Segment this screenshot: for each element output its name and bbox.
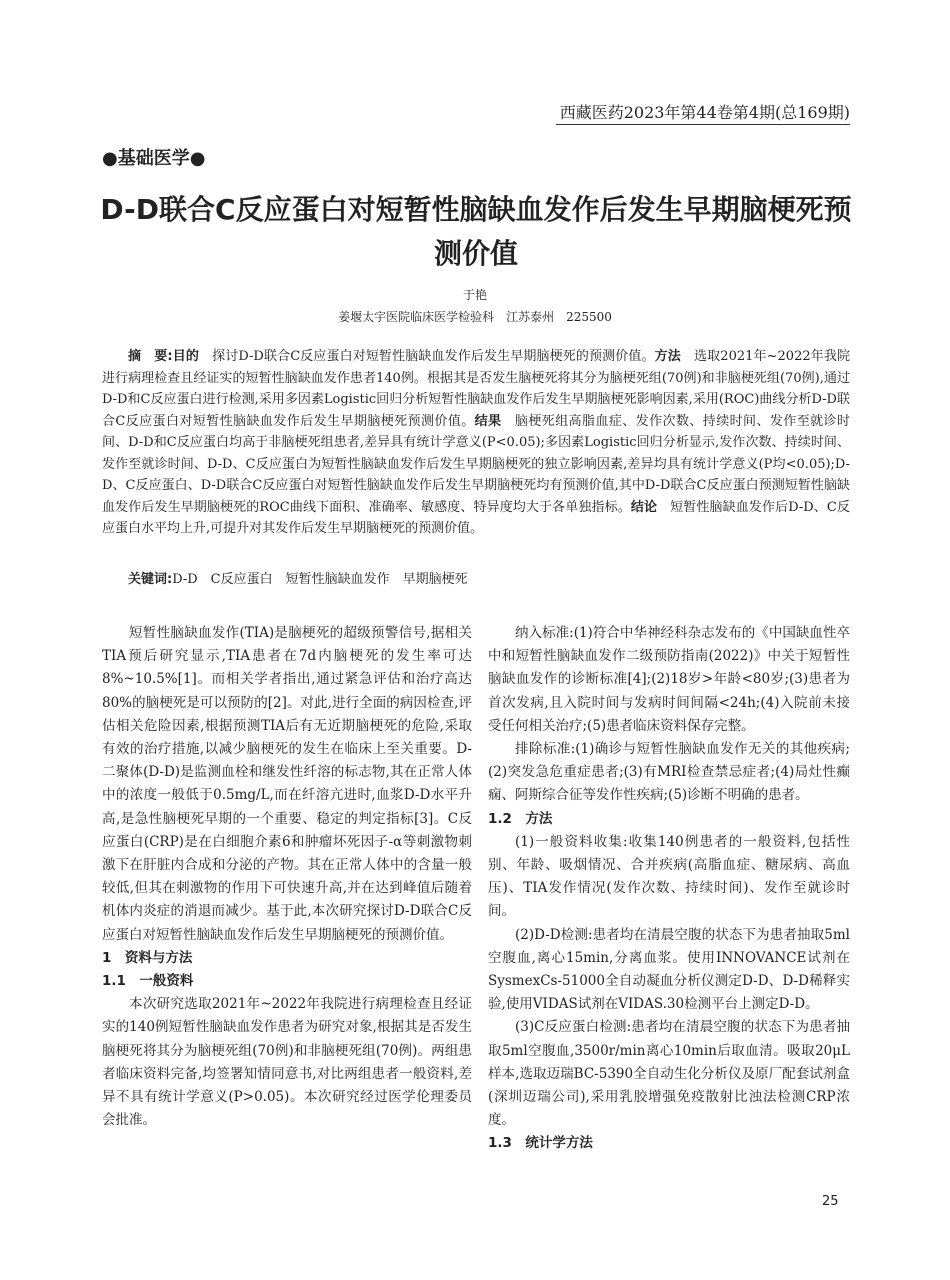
paper-title: D-D联合C反应蛋白对短暂性脑缺血发作后发生早期脑梗死预测价值 [100,193,852,270]
intro-paragraph: 短暂性脑缺血发作(TIA)是脑梗死的超级预警信号,据相关TIA预后研究显示,TIA患者在7d内脑梗死的发生率可达8%~10.5%[1]。而相关学者指出,通过紧急评估和治疗高达80%的脑梗死是可以预防的[2]。对此,进行全面的病因检查,评估相关危险因素,根据预测TIA后有无近期脑梗死的危险,采取有效的治疗措施,以减少脑梗死的发生在临床上至关重要。D-二聚体(D-D)是监测血栓和继发性纤溶的标志物,其在正常人体中的浓度一般低于0.5mg/L,而在纤溶亢进时,血浆D-D水平升高,是急性脑梗死早期的一个重要、稳定的判定指标[3]。C反应蛋白(CRP)是在白细胞介素6和肿瘤坏死因子-α等刺激物刺激下在肝脏内合成和分泌的产物。其在正常人体中的含量一般较低,但其在刺激物的作用下可快速升高,并在达到峰值后随着机体内炎症的消退而减少。基于此,本次研究探讨D-D联合C反应蛋白对短暂性脑缺血发作后发生早期脑梗死的预测价值。 [102,625,472,943]
methods-text: 选取2021年~2022年我院进行病理检查且经证实的短暂性脑缺血发作患者140例。根据其是否发生脑梗死将其分为脑梗死组(70例)和非脑梗死组(70例),通过D-D和C反应蛋白进行检测,采用多因素Logistic回归分析短暂性脑缺血发作后发生早期脑梗死影响因素,采用(ROC)曲线分析D-D联合C反应蛋白对短暂性脑缺血发作后发生早期脑梗死预测价值。 [102,349,850,429]
results-label: 结果 [474,413,502,429]
heading-1-3: 1.3 统计学方法 [488,1135,593,1152]
keywords-label: 关键词: [128,572,173,587]
affiliation: 姜堰太宇医院临床医学检验科 江苏泰州 225500 [338,310,612,324]
method-2: (2)D-D检测:患者均在清晨空腹的状态下为患者抽取5ml空腹血,离心15min,分离血浆。使用INNOVANCE试剂在SysmexCs-51000全自动凝血分析仪测定D-D、D-D稀释实验,使用VIDAS试剂在VIDAS.30检测平台上测定D-D。 [488,926,850,1013]
author: 于艳 [462,288,487,302]
objective-text: 探讨D-D联合C反应蛋白对短暂性脑缺血发作后发生早期脑梗死的预测价值。 [198,349,655,364]
keywords [128,568,468,587]
method-3: (3)C反应蛋白检测:患者均在清晨空腹的状态下为患者抽取5ml空腹血,3500r/min离心10min后取血清。吸取20μL样本,选取迈瑞BC-5390全自动生化分析仪及原厂配套试剂盒(深圳迈瑞公司),采用乳胶增强免疫散射比浊法检测CRP浓度。 [488,1019,850,1129]
right-column [488,622,850,1156]
section-tag: ●基础医学● [102,148,206,169]
abstract-label: 摘 要: [128,349,173,364]
objective-label: 目的 [172,349,199,364]
method-1: (1)一般资料收集:收集140例患者的一般资料,包括性别、年龄、吸烟情况、合并疾病(高脂血症、糖尿病、高血压)、TIA发作情况(发作次数、持续时间)、发作至就诊时间。 [488,833,850,920]
keywords-text: D-D C反应蛋白 短暂性脑缺血发作 早期脑梗死 [172,572,468,587]
left-column [102,622,472,1132]
exclusion-criteria: 排除标准:(1)确诊与短暂性脑缺血发作无关的其他疾病;(2)突发急危重症患者;(3)有MRI检查禁忌症者;(4)局灶性癫痫、阿斯综合征等发作性疾病;(5)诊断不明确的患者。 [488,741,850,804]
page-number: 25 [822,1194,839,1209]
conclusion-label: 结论 [630,499,658,515]
methods-label: 方法 [654,349,681,364]
results-text: 脑梗死组高脂血症、发作次数、持续时间、发作至就诊时间、D-D和C反应蛋白均高于非脑梗死组患者,差异具有统计学意义(P<0.05);多因素Logistic回归分析显示,发作次数、持续时间、发作至就诊时间、D-D、C反应蛋白为短暂性脑缺血发作后发生早期脑梗死的独立影响因素,差异均具有统计学意义(P均<0.05);D-D、C反应蛋白、D-D联合C反应蛋白对短暂性脑缺血发作后发生早期脑梗死均有预测价值,其中D-D联合C反应蛋白预测短暂性脑缺血发作后发生早期脑梗死的ROC曲线下面积、准确率、敏感度、特异度均大于各单独指标。 [102,413,850,515]
abstract [102,346,850,540]
heading-1-2: 1.2 方法 [488,810,553,827]
heading-1: 1 资料与方法 [102,949,193,966]
conclusion-text: 短暂性脑缺血发作后D-D、C反应蛋白水平均上升,可提升对其发作后发生早期脑梗死的预测价值。 [102,499,850,536]
general-info-paragraph: 本次研究选取2021年~2022年我院进行病理检查且经证实的140例短暂性脑缺血发作患者为研究对象,根据其是否发生脑梗死将其分为脑梗死组(70例)和非脑梗死组(70例)。两组患者临床资料完备,均签署知情同意书,对比两组患者一般资料,差异不具有统计学意义(P>0.05)。本次研究经过医学伦理委员会批准。 [102,996,472,1129]
journal-header: 西藏医药2023年第44卷第4期(总169期) [556,100,850,125]
heading-1-1: 1.1 一般资料 [102,973,194,990]
inclusion-criteria: 纳入标准:(1)符合中华神经科杂志发布的《中国缺血性卒中和短暂性脑缺血发作二级预防指南(2022)》中关于短暂性脑缺血发作的诊断标准[4];(2)18岁>年龄<80岁;(3)患者为首次发病,且入院时间与发病时间间隔<24h;(4)入院前未接受任何相关治疗;(5)患者临床资料保存完整。 [488,625,850,734]
